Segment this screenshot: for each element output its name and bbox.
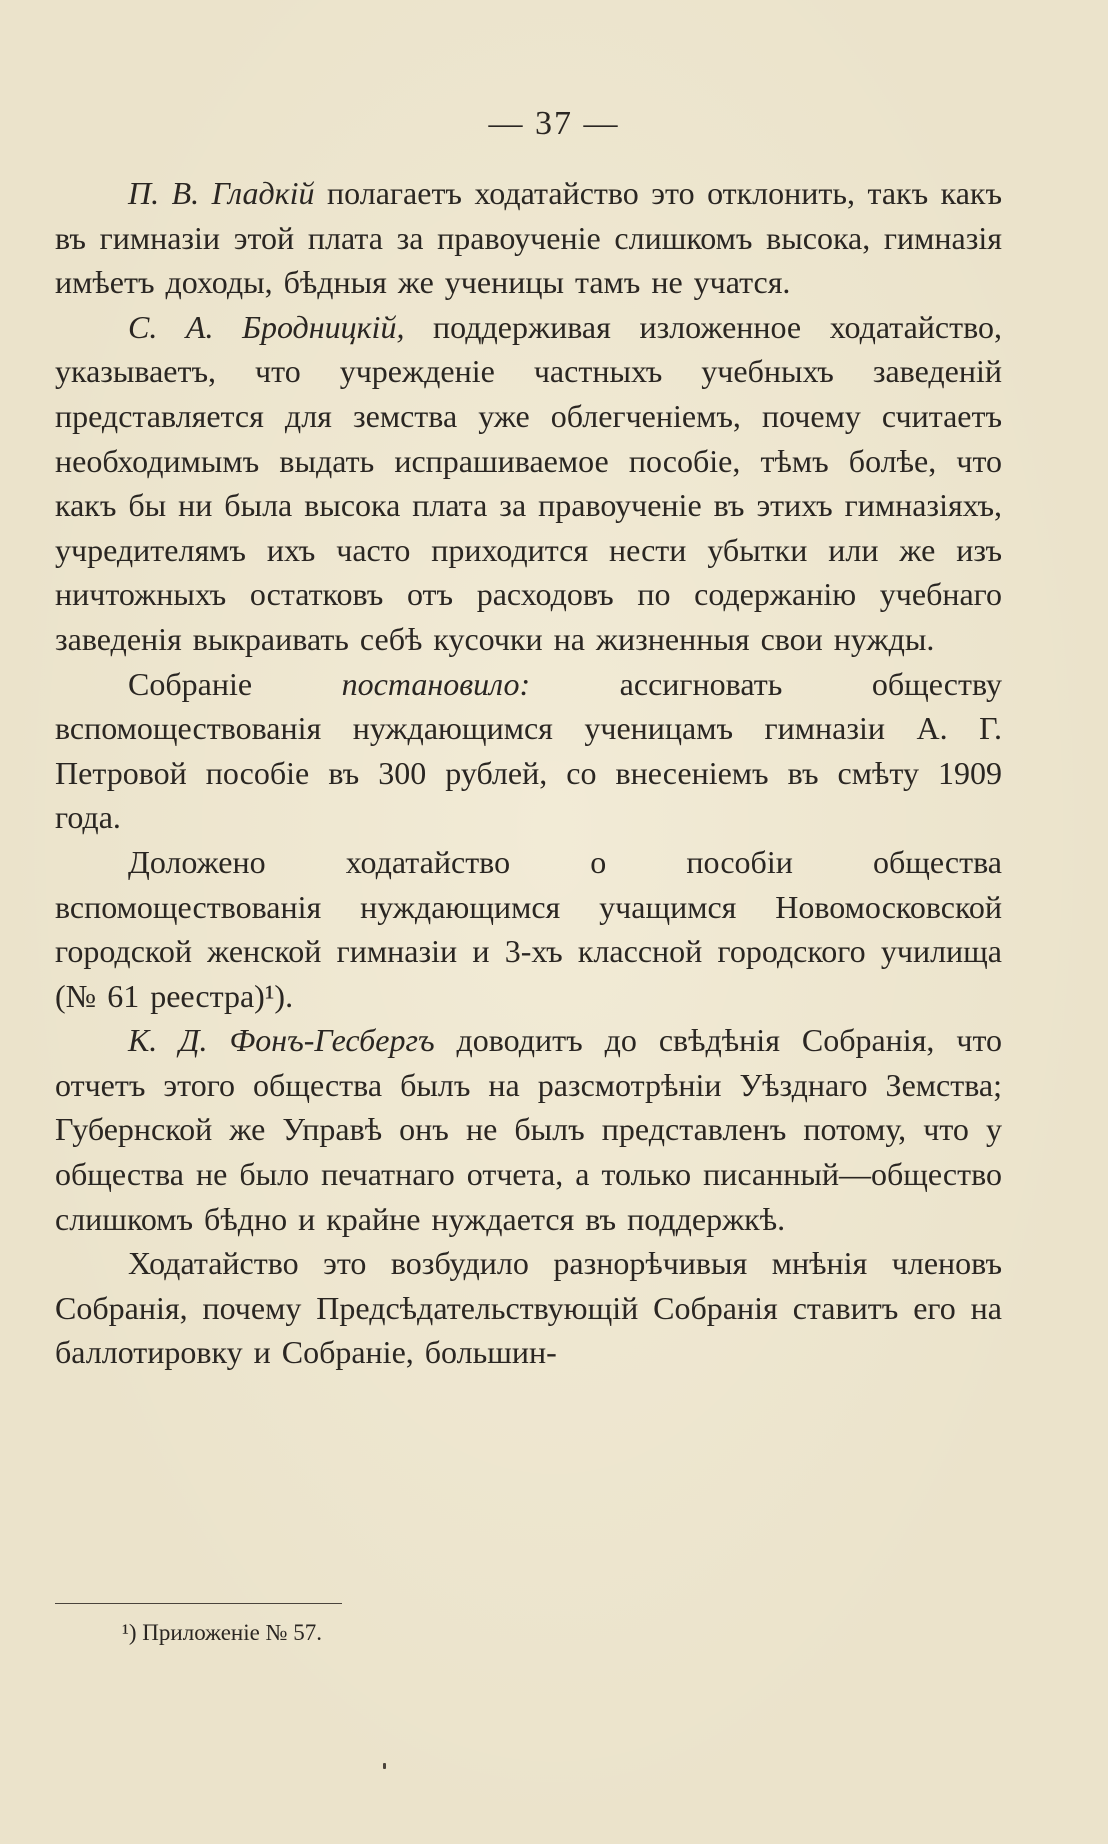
- paragraph-prefix: Собраніе: [128, 665, 342, 702]
- paragraph-resolution: [55, 662, 1002, 840]
- paragraph-text: полагаетъ ходатайство это отклонить, такъ какъ въ гимназіи этой плата за правоученіе слишкомъ высока, гимназія имѣетъ доходы, бѣдныя же ученицы тамъ не учатся.: [55, 175, 1003, 301]
- resolution-word: постановило:: [341, 665, 531, 702]
- paragraph-gladkiy: [55, 171, 1002, 305]
- body-text: [55, 171, 1002, 1375]
- paragraph-text: доводитъ до свѣдѣнія Собранія, что отчетъ этого общества былъ на разсмотрѣніи Уѣзднаго Земства; Губернской же Управѣ онъ не былъ представленъ потому, что у общества не было печатнаго отчета, а только писанный—общество слишкомъ бѣдно и крайне нуждается въ поддержкѣ.: [55, 1022, 1003, 1237]
- paragraph-text: ассигновать обществу вспомоществованія нуждающимся ученицамъ гимназіи А. Г. Петровой пособіе въ 300 рублей, со внесеніемъ въ смѣту 1909 года.: [55, 665, 1002, 836]
- speaker-name: С. А. Бродницкій,: [128, 308, 405, 345]
- page-number: — 37 —: [488, 105, 620, 142]
- paragraph-ballot: [55, 1241, 1002, 1375]
- footnote-divider: [55, 1603, 342, 1604]
- speaker-name: К. Д. Фонъ-Гесбергъ: [128, 1022, 435, 1059]
- footnote: ¹) Приложеніе № 57.: [122, 1620, 323, 1645]
- speaker-name: П. В. Гладкій: [128, 175, 315, 211]
- paragraph-text: поддерживая изложенное ходатайство, указываетъ, что учрежденіе частныхъ учебныхъ заведеній представляется для земства уже облегченіемъ, почему считаетъ необходимымъ выдать испрашиваемое пособіе, тѣмъ болѣе, что какъ бы ни была высока плата за правоученіе въ этихъ гимназіяхъ, учредителямъ ихъ часто приходится нести убытки или же изъ ничтожныхъ остатковъ отъ расходовъ по содержанію учебнаго заведенія выкраивать себѣ кусочки на жизненныя свои нужды.: [55, 308, 1003, 657]
- ink-speck: [383, 1763, 386, 1769]
- paragraph-brodnitskiy: [55, 305, 1002, 662]
- paragraph-gesberg: [55, 1018, 1002, 1241]
- paragraph-text: Ходатайство это возбудило разнорѣчивыя мнѣнія членовъ Собранія, почему Предсѣдательствующій Собранія ставитъ его на баллотировку и Собраніе, большин-: [55, 1245, 1002, 1371]
- paragraph-petition: [55, 840, 1002, 1018]
- paragraph-text: Доложено ходатайство о пособіи общества вспомоществованія нуждающимся учащимся Новомосковской городской женской гимназіи и 3-хъ классной городского училища (№ 61 реестра)¹).: [55, 843, 1002, 1014]
